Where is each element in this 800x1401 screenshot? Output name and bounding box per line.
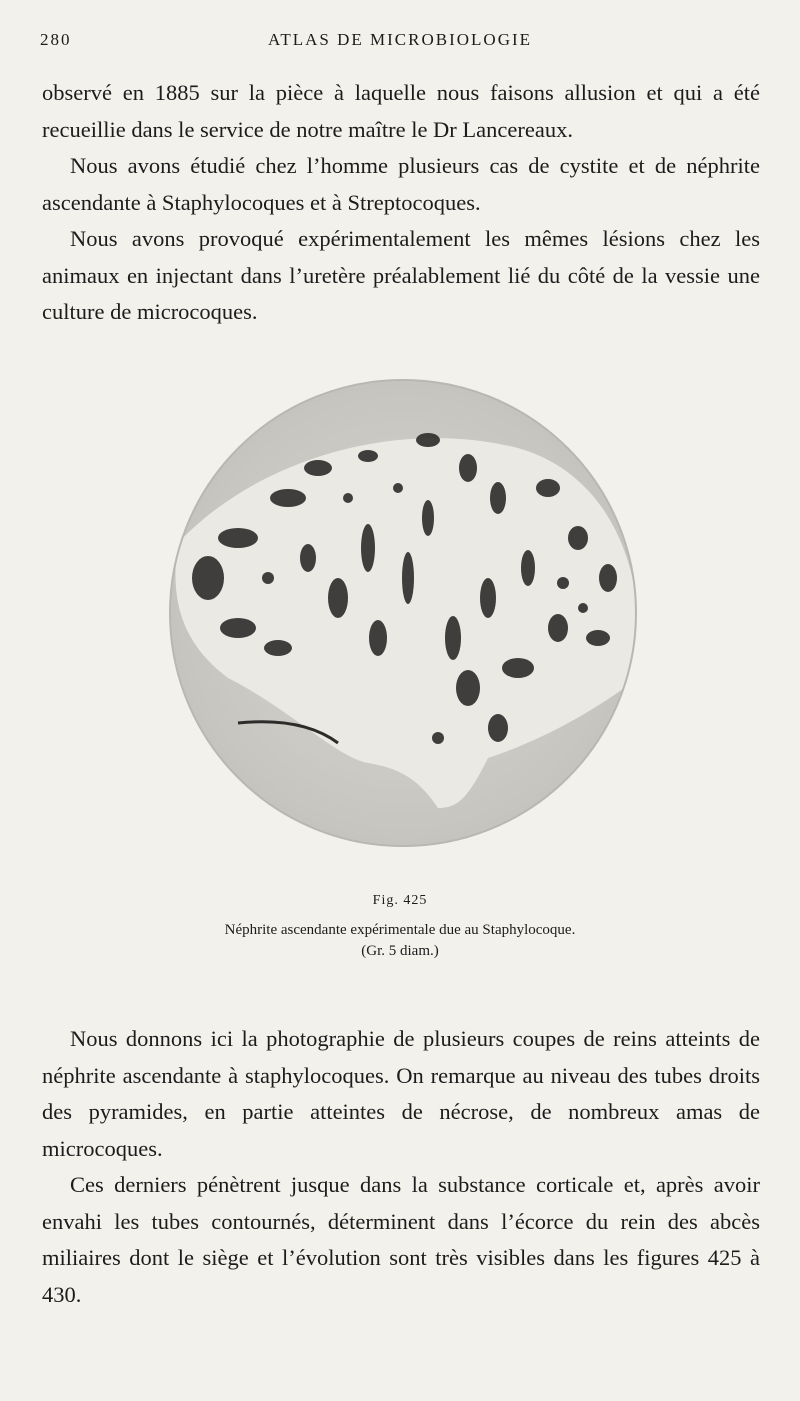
figure-caption: Néphrite ascendante expérimentale due au Staphylocoque. — [224, 922, 576, 938]
paragraph: Ces derniers pénètrent jusque dans la substance corticale et, après avoir envahi les tubes contournés, déterminent dans l’écorce du rein des abcès miliaires dont le siège et l’évolution sont très visibles dans les figures 425 à 430. — [42, 1172, 760, 1307]
paragraph: Nous avons provoqué expérimentalement les mêmes lésions chez les animaux en injectant dans l’uretère préalablement lié du côté de la vessie une culture de microcoques. — [42, 226, 760, 324]
paragraph: observé en 1885 sur la pièce à laquelle nous faisons allusion et qui a été recueillie dans le service de notre maître le Dr Lancereaux. — [42, 80, 760, 142]
text-block-top — [42, 75, 760, 331]
micrograph-image — [168, 378, 638, 848]
paragraph: Nous donnons ici la photographie de plusieurs coupes de reins atteints de néphrite ascendante à staphylocoques. On remarque au niveau des tubes droits des pyramides, en partie atteintes de nécrose, de nombreux amas de microcoques. — [42, 1026, 760, 1161]
text-block-bottom — [42, 1021, 760, 1313]
figure-label: Fig. 425 — [372, 893, 428, 908]
micrograph-figure — [168, 378, 638, 848]
running-head — [40, 30, 760, 56]
figure-magnification: (Gr. 5 diam.) — [361, 943, 439, 959]
page-number: 280 — [40, 30, 72, 49]
running-title: ATLAS DE MICROBIOLOGIE — [267, 30, 533, 49]
paragraph: Nous avons étudié chez l’homme plusieurs cas de cystite et de néphrite ascendante à Staphylocoques et à Streptocoques. — [42, 153, 760, 215]
